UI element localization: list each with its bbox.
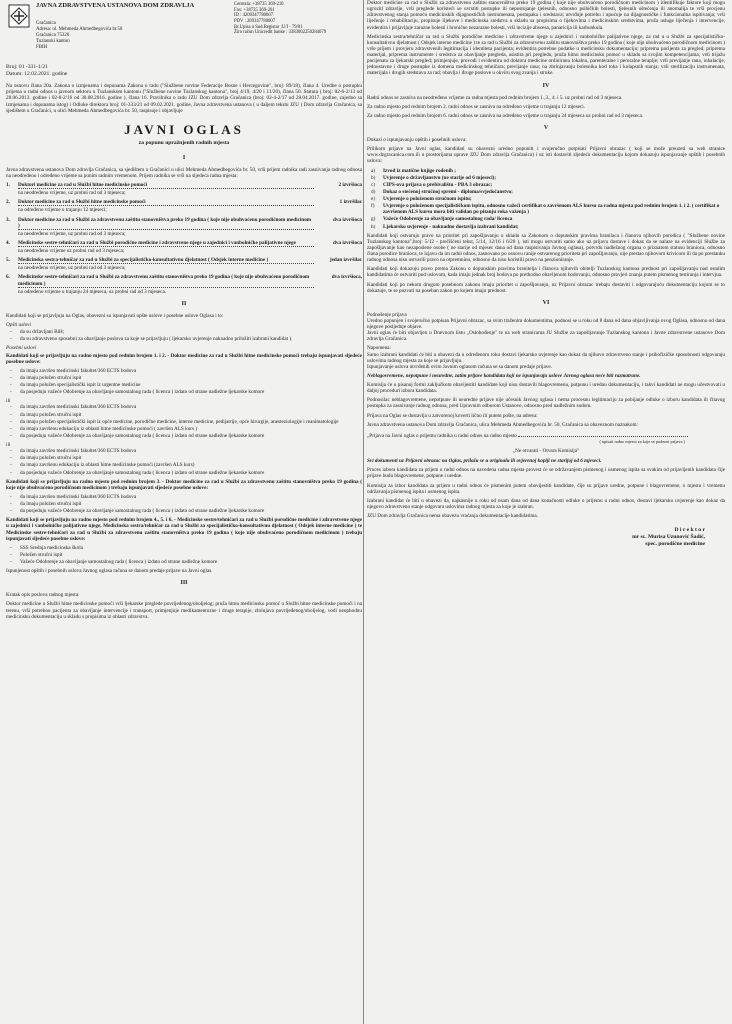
position-terms: na neodređeno vrijeme uz probni rad od 3 mjeseca; xyxy=(18,248,125,255)
org-name: JAVNA ZDRAVSTVENA USTANOVA DOM ZDRAVLJA xyxy=(36,2,195,9)
or-separator: ili xyxy=(6,398,11,405)
list-item: - da imaju položen stručni ispit xyxy=(6,455,362,461)
section-heading: II xyxy=(181,300,187,307)
conditions-note: Ispunjenost opštih i posebnih uslova Javnog oglasa računa se danom predaje prijave na Javni oglas. xyxy=(6,568,213,575)
delivery-address: Javna zdravstvena ustanova Dom zdravlja Gračanica, ulica Mehmeda Ahmedbegovića br. 50, Gračanica sa obaveznom naznakom: xyxy=(367,421,638,428)
list-item xyxy=(367,189,725,195)
list-item: - da imaju završen medicinski fakultet/360 ECTS bodova xyxy=(6,368,362,374)
signatory-title: D i r e k t o r xyxy=(674,527,705,534)
conditions-lead: Kandidati koji se prijavljuju na radno mjesto pod rednim brojem 1. i 2. - Doktor medicine za rad u Službi hitne medicinske pomoći trebaju ispunjavati sljedeće posebne uslove: xyxy=(6,352,362,365)
delivery-instructions: Prijava na Oglas se dostavlja u zatvorenoj koverti lično ili putem pošte, na adresu: xyxy=(367,412,538,419)
position-number: 4. xyxy=(6,239,10,246)
contact-line: Centrala: +38735 369-210 xyxy=(234,2,284,7)
list-item xyxy=(367,182,725,188)
original-documents-notice: Svi dokumenti uz Prijavni obrazac na Oglas, prilažu se u originalu ili ovjerenoj kopiji ne starijoj od 6 mjeseci. xyxy=(367,458,602,465)
list-item xyxy=(367,168,725,174)
document-reference xyxy=(6,64,362,77)
column-divider xyxy=(363,0,364,1024)
position-count: 1 izvršilac xyxy=(339,199,362,206)
list-item: - da posjeduju važeće Odobrenje za obavljanje samostalnog rada ( licenca ) izdato od strane nadležne ljekarske komore xyxy=(6,508,362,514)
do-not-open-label: „Ne otvarati - Otvara Komisija" xyxy=(512,448,580,455)
letterhead xyxy=(6,0,362,62)
list-marker: h) xyxy=(371,223,376,230)
position-number: 3. xyxy=(6,216,10,223)
position-count: jedan izvršilac xyxy=(329,257,362,264)
list-marker: g) xyxy=(371,216,376,223)
position-number: 2. xyxy=(6,199,10,206)
general-conditions-heading: Opšti uslovi xyxy=(6,322,31,329)
list-item: - da imaju završen medicinski fakultet/360 ECTS bodova xyxy=(6,448,362,454)
list-marker: b) xyxy=(371,174,376,181)
list-marker: f) xyxy=(371,203,375,210)
position-count: 2 izvršioca xyxy=(338,182,362,189)
list-item: - da posjeduju važeće Odobrenje za obavljanje samostalnog rada ( licenca ) izdato od strane nadležne ljekarske komore xyxy=(6,470,362,476)
submission-paragraph: Podnošenje prijava Uredno popunjen i svojeručno potpisan Prijavni obrazac, sa svim traženim dokumentima, podnosi se u roku od 8 dana od dana objavljivanja ovog Oglasa, odnosno od dana njegove posljednje objave. Javni oglas će biti objavljen u Dnevnom listu „Oslobođenje" te na web stranicama JU Službe za zapošljavanje Tuzlanskog kantona i Javne zdravstvene ustanove Dom zdravlja Gračanica. xyxy=(367,311,725,343)
address-line: Tuzlanski kanton xyxy=(36,38,70,44)
selection-process: Izabrani kandidat će biti u obavezi da, najkasnije u roku od osam dana od dana konačnosti odluke o prijemu u radni odnos, dostavi ljekarsko uvjerenje kao dokaz da njegovo zdravstveno stanje odgovara uslovima radnog mjesta za koje je izabran. xyxy=(367,497,725,510)
position-item xyxy=(6,182,362,189)
job-description: Doktor medicine u Službi hitne medicinske pomoći vrši ljekarske preglede povrijeđenog/oboljelog; pruža hitnu medicinsku pomoć u Službi hitne medicinske pomoći i na terenu, vrši potrebnu pacijenta za obavljanje intervencije i transport, primjenjuje medikamentozne i druge terapije, zbrinjava povrijeđenog/oboljelog, vodi neophodnu medicinsku dokumentaciju u skladu s propisima iz oblasti zdravstva. xyxy=(6,601,362,620)
reference-date: Datum: 12.02.2021. godine xyxy=(6,70,68,77)
list-item: - SSS Srednja medicinska škola xyxy=(6,545,362,551)
position-title: Doktor medicine za rad u Službi za zdravstvenu zaštitu stanovništva preko 19 godina ( koje nije obuhvaćeno porodičnom medicinom ) xyxy=(18,217,314,230)
list-item xyxy=(367,175,725,181)
document-name: Ljekarsko uvjerenje - naknadno dostavlja izabrani kandidat; xyxy=(383,223,519,230)
list-item: - da imaju položen specijalistički ispit iz opće medicine, porodične medicine, interne medicine, pedijatrije, opće hirurgije, anesteziologije i reanimatologije xyxy=(6,419,362,425)
job-description: Doktor medicine za rad u Službi za zdravstvenu zaštitu stanovništva preko 19 godina ( koje nije obuhvaćeno porodičnom medicinom ) identifikuje faktore koji mogu ugroziti zdravlje, vrši preglede koristeći se uvrstiti postupke ili nepostojanje tjelesnih, odnosno psihičkih bolesti, tjelesnih oštećenja ili anomalija te vrši procjenu zdravstvenog stanja pomoću medicinskih dijagnostičkih instrumenata, postupaka i sredstava; utvrđuje potrebu i upućuje na dijagnostičke i funkcionalna ispitivanja; vrši liječenje i rehabilitaciju, propisuje lijekove i medicinska sredstva u skladu sa propisima o lijekovima i medicinskim sredstvima, pruža usluge liječenja i intervencije, evidentira i prijavljuje zarazne bolesti i hronične nezarazne bolesti, vrši incizije abscesa, panaricija ili karbunkula. xyxy=(367,0,725,31)
document-title: JAVNI OGLAS xyxy=(124,121,244,137)
positions-list xyxy=(6,182,362,295)
section-heading: III xyxy=(180,580,188,587)
job-description: Medicinska sestra/tehničar za rad u Službi porodične medicine i zdravstvene njege u zajednici i vanbolničke palijativne njege, za rad u u Službi za specijalističko-konsultativnu djelatnost ( Odsjek interne medicine ) te za rad u Službi za zdravstvenu zaštitu stanovništva preko 19 godina ( koje nije obuhvaćeno porodičnom medicinom ) vrše prijem i provjeru zdravstvenih legitimacija i identiteta pacijenta; evidentira potrebne podatke u medicinsku dokumentaciju; priprema pacijenta za pregled, priprema materijal, priprema instrumente i sredstva za obavljanje pregleda, asistira pri pregledu, pruža hitnu medicinsku pomoć u skladu sa svojim kompetencijama; vrši trijažu pacijenata za ljekarski pregled; primjenjuje, provodi i evidentira od doktora medicine ordiniranu lokalnu, parenteralne i peroralne terapije; vrši previjanje rana, inhalacije, jednostavne i druge postupke iz domena medicinskog tehničara; previjanje rana; na zbrinjavanju bolesnika kod toka i kolapsnih stanja; vrši sterilizaciju instrumenata, materijala i drugih sredstava za rad; obavlja i druge poslove u okviru svog zvanja i struke. xyxy=(367,33,725,77)
closing-note: JZU Dom zdravlja Gračanica nema obavezu vraćanja dokumentacije kandidatima. xyxy=(367,513,538,520)
signatory-name: mr sc. Murisa Uzunović Šadić, xyxy=(632,534,705,541)
position-terms: na određeno vrijeme u trajanju 12 mjeseci; xyxy=(18,207,107,214)
document-subtitle: za popunu upražnjenih radnih mjesta xyxy=(138,140,230,147)
document-name: Izvod iz matične knjige rođenih ; xyxy=(383,167,456,174)
list-marker: a) xyxy=(371,167,376,174)
conditions-list xyxy=(6,545,362,565)
position-number: 6. xyxy=(6,274,10,281)
conditions-list xyxy=(6,448,362,476)
section-lead: Javna zdravstvena ustanova Dom zdravlja Gračanica, sa sjedištem u Gračanici u ulici Mehmeda Ahmedbegovića br. 50, vrši prijem radnika radi zasnivanja radnog odnosa na neodređeno i određeno vrijeme sa punim radnim vremenom. Prijem radnika se vrši na sljedeća radna mjesta: xyxy=(6,166,362,179)
position-terms: na neodređeno vrijeme, uz probni rad od 3 mjeseca; xyxy=(18,265,126,272)
section-heading: VI xyxy=(542,299,550,306)
position-title: Medicinske sestre-tehničari za rad u Službi porodične medicine i zdravstvene njege u zajednici i vanbolničke palijativne njege xyxy=(18,240,314,247)
signatory-specialty: spec. porodične medicine xyxy=(645,541,705,548)
priority-paragraph: Kandidati koji po nekom drugom posebnom zakonu imaju prioritet u zapošljavanju, uz Prijavni obrazac trebaju dostaviti i odgovarajuću dokumentaciju kojom se to dokazuje, te se pozvati na poseban zakon po kojem imaju prednost. xyxy=(367,281,725,294)
list-item: - da imaju položen stručni ispit xyxy=(6,412,362,418)
section-lead: Dokazi o ispunjavanju opštih i posebnih uslova: xyxy=(367,137,467,144)
position-item xyxy=(6,257,362,264)
conditions-list xyxy=(6,404,362,439)
list-item: - da su zdravstveno sposobni za obavljanje poslova za koje se prijavljuju ( ljekarsko uvjerenje naknadno priložiti izabrani kandidat ). xyxy=(6,336,362,342)
list-item: - da imaju položen stručni ispit xyxy=(6,501,362,507)
address-line: FBIH xyxy=(36,44,48,50)
position-title: Doktori medicine za rad u Službi hitne medicinske pomoći xyxy=(18,182,314,189)
section-heading: I xyxy=(182,154,186,161)
document-name: Uvjerenje o državljanstvu (ne starije od 6 mjeseci); xyxy=(383,174,496,181)
reference-number: Broj: 01 -331-1/21 xyxy=(6,64,48,70)
list-item: - Važeće Odobrenje za obavljanje samostalnog rada ( licenca ) izdato od strane nadležne komore xyxy=(6,559,362,565)
address-line: Gračanica 75320 xyxy=(36,32,70,38)
position-number: 1. xyxy=(6,182,10,189)
rejection-notice: Neblagovremene, nepotpune i neuredne, zatim prijave kandidata koji ne ispunjavaju uslove Javnog oglasa neće biti razmatrane. xyxy=(367,372,641,379)
position-item xyxy=(6,217,362,230)
document-name: Dokaz o stečenoj stručnoj spremi - diploma/svjedočanstvo; xyxy=(383,188,513,195)
priority-paragraph: Kandidati koji dokazuju pravo prema Zakonu o dopunskim pravima branitelja i članova njihovih obitelji Tuzlanskog kantona prednost pri zapošljavanju nad ostalim kandidatima će ostvariti pod uslovom, kada imaju jednak broj bodova po prethodno obavljenom bodovanju, odnosno provjeri znanja putem pismenog testiranja i intervjua. xyxy=(367,266,725,279)
position-terms: na neodređeno vrijeme, uz probni rad od 3 mjeseca; xyxy=(18,190,126,197)
org-city: Gračanica xyxy=(36,21,56,26)
contact-line: ID : 4209347780007 xyxy=(234,13,274,19)
conditions-list xyxy=(6,494,362,514)
position-title: Doktor medicine za rad u Službi hitne medicinske pomoći xyxy=(18,199,314,206)
signature-block xyxy=(367,527,725,548)
contact-line: Žiro račun Unicredit banke : 3383002250284079 xyxy=(234,30,327,36)
contact-line: Fax: +38735 369-201 xyxy=(234,7,275,13)
blank-line xyxy=(518,431,688,437)
contact-line: PDV : 209347780007 xyxy=(234,18,276,24)
list-item: - da imaju položen stručni ispit xyxy=(6,375,362,381)
position-item xyxy=(6,274,362,287)
list-item: - da posjeduju važeće Odobrenje za obavljanje samostalnog rada ( licenca ) izdato od strane nadležne ljekarske komore xyxy=(6,389,362,395)
selection-process: Komisija za izbor kandidata za prijem u radni odnos će pismenim putem obavijestiti kandidate, čije su prijave uredne, potpune i blagovremene, o mjestu i vremenu održavanja pismenog ispita i usmenog ispita. xyxy=(367,482,725,495)
envelope-hint: ( upisati radno mjesto za koje se podnosi prijava ) xyxy=(599,438,685,444)
left-column xyxy=(6,0,362,1024)
position-count: dva izvršioca, xyxy=(331,274,362,281)
list-item: - da imaju završen medicinski fakultet/360 ECTS bodova xyxy=(6,494,362,500)
legitimacy-notice: Podnosilac neblagovremene, nepotpune ili neuredne prijave nije učesnik Javnog oglasa i nema procesnu legitimaciju za pobijanje odluke o izboru kandidata ili čitavog postupka za zasnivanje radnog odnosa, pred Upravnim odborom Ustanove, odnosno pred nadležnim sudom. xyxy=(367,397,725,410)
employment-terms: Za radno mjesto pod rednim brojem 2. radni odnos se zasniva na određeno vrijeme u trajanju 12 mjeseci. xyxy=(367,103,585,110)
list-item: - Položen stručni ispit xyxy=(6,552,362,558)
position-number: 5. xyxy=(6,257,10,264)
position-item xyxy=(6,199,362,206)
commission-notice: Komisija će u pisanoj formi zaključkom obavijestiti kandidate koji nisu dostavili blagovremenu, potpunu i urednu dokumentaciju, i takvi kandidati ne mogu učestvovati u daljoj proceduri izbora kandidata. xyxy=(367,382,725,395)
section-lead: Kandidati koji se prijavljuju na Oglas, obavezni su ispunjavati opšte uslove i posebne uslove Oglasa i to: xyxy=(6,312,224,319)
application-instructions: Prilikom prijave na Javni oglas, kandidati su obavezni uredno popuniti i svojeručno potpisati Prijavni obrazac ( koji se može preuzeti sa web stranice www.dzgracanica.com.ili u prostorijama uprave JZU Dom zdravlja Gračanica) i uz isti dostaviti sljedeću dokumentaciju kojom dokazuju ispunjavanje opštih i posebnih uslova: xyxy=(367,146,725,165)
position-terms: na neodređeno vrijeme, uz probni rad od 3 mjeseca; xyxy=(18,230,126,237)
list-item xyxy=(367,203,725,215)
conditions-list xyxy=(6,368,362,396)
position-count: dva izvršioca xyxy=(333,239,362,246)
envelope-label xyxy=(367,431,725,439)
list-item: - da imaju položen specijalistički ispit iz urgentne medicine xyxy=(6,382,362,388)
position-item xyxy=(6,240,362,247)
conditions-lead: Kandidati koji se prijavljuju na radno mjesto pod rednim brojem 4., 5. i 6. - Medicinske sestre/tehničari za rad u Službi porodične medicine i zdravstvene njege u zajednici i vanbolničke palijativne njege, Medicinska sestra/tehničar za rad u Službi za specijalističko-konsultativnu djelatnost ( Odsjek interne medicine ) te Medicinske sestre-tehničari za rad u Službi za zdravstvenu zaštitu stanovništva preko 19 godina ( koje nije obuhvaćeno porodičnom medicinom ) trebaju ispunjavati sljedeće posebne uslove: xyxy=(6,517,362,542)
list-item xyxy=(367,216,725,222)
position-title: Medicinske sestre-tehničari za rad u Službi za zdravstvenu zaštitu stanovništva preko 19 godina ( koje nije obuhvaćeno porodičnom medicinom ) xyxy=(18,274,314,287)
selection-process: Proces izbora kandidata za prijem u radni odnos na navedena radna mjesta provest će se održavanjem pismenog i usmenog ispita sa svakim od prijavljenih kandidata čije prijave budu blagovremene, potpune i uredne. xyxy=(367,467,725,480)
document-name: CIPS-ova prijava o prebivalištu - PBA 3 obrazac; xyxy=(383,181,493,188)
required-documents-list xyxy=(367,168,725,230)
list-item: - da posjeduju važeće Odobrenje za obavljanje samostalnog rada ( licenca ) izdato od strane nadležne ljekarske komore xyxy=(6,433,362,439)
document-name: Važeće Odobrenje za obavljanje samostalnog rada/ licenca xyxy=(383,216,513,223)
note-paragraph: Napomena: Samo izabrani kandidati će biti u obavezi da u određenom roku dostavi ljekarsko uvjerenje kao dokaz da njihovo zdravstveno stanje i psihofizičke sposobnosti odgovaraju uslovima radnog mjesta za koje se prijavljuju. Ispunjavanje uslova utvrđenih ovim Javnim oglasom računa se sa danom predaje prijave. xyxy=(367,345,725,370)
list-item xyxy=(367,196,725,202)
org-address xyxy=(36,21,216,50)
section-heading: IV xyxy=(542,82,550,89)
list-item: - da imaju završenu edukaciju iz oblasti hitne medicinske pomoći ( završen ALS kurs ) xyxy=(6,426,362,432)
position-terms: na određeno vrijeme u trajanju 24 mjeseca, uz probni rad od 3 mjeseca. xyxy=(18,288,167,295)
institution-logo-icon xyxy=(8,4,30,28)
section-heading: V xyxy=(543,124,549,131)
list-item: - da imaju završen medicinski fakultet/360 ECTS bodova xyxy=(6,404,362,410)
list-marker: c) xyxy=(371,181,376,188)
position-count: dva izvršioca xyxy=(333,216,362,223)
intro-paragraph: Na osnovu člana 20a. Zakona o izmjenama i dopunama Zakona o radu ("Službene novine Federacije Bosne i Hercegovine", broj: 89/18), člana 4. Uredbe o postupku prijema u radni odnos u javnom sektoru u Tuzlanskom kantonu ("Službene novine Tuzlanskog kantona", broj 4/19, 4/20 i 11/20), člana 50. Statuta ( broj: 02-6-2/13 od 28.06.2013. godine i 02-8-2/16 od 30.08.2016. godine ), člana 16. Pravilnika o radu JZU Dom zdravlja Gračanica (broj: 02-4-2/17 od 28.04.2017. godine, zajedno sa izmjenama i dopunama istog) i Odluke direktora broj: 01-333/21 od 09.02.2021. godine, Javna zdravstvena ustanova ( u daljem tekstu JZU ) Dom zdravlja Gračanica, sa sjedištem u Gračanici, u ulici Mehmeda Ahmedbegovića br. 50, raspisuje i objavljuje xyxy=(6,83,362,114)
employment-terms: Radni odnos se zasniva na neodređeno vrijeme za radna mjesta pod rednim brojem 1.,3., 4. i 5. uz probni rad od 3 mjeseca. xyxy=(367,94,623,101)
contact-line: Br.Upisa u Sud.Registar :U/I - 79/01 xyxy=(234,24,303,30)
document-name: Uvjerenje o položenom specijalističkom ispitu, odnosno važeći certifikat o završenom ALS kursu za radna mjesta pod rednim brojem 1. i 2. ( certifikat o završenom ALS kursu mora biti validan po pitanju roka važenja ) xyxy=(383,203,720,216)
list-marker: e) xyxy=(371,196,376,203)
special-conditions-heading: Posebni uslovi xyxy=(6,345,37,352)
list-marker: d) xyxy=(371,188,376,195)
priority-paragraph: Kandidati koji ostvaruju pravo na prioritet pri zapošljavanju u skladu sa Zakonom o dopunskim pravima branilaca i članova njihovih porodica ( "Službene novine Tuzlanskog kantona",broj: 5/12 - prečišćeni tekst, 5/14, 12/16 i 6/20 ), isti mogu ostvariti samo ako uz prijavu dostave i dokaz da se nalaze na evidenciji Službe za zapošljavanje kao nezaposlene osobe ( ne starije od mjesec dana od dana raspisivanja Javnog oglasa), potvrdu nadležnog organa o priznatom statusu branioca, odnosno člana porodice branioca, te izjavu da im radni odnos, zasnovano po osnovu ranije ostvarenog prioriteta pri zapošljavanju, nije prestao njihovom krivicom ili da po prestanku radnog odnosa nisu ostvarili pravo na otpremninu, odnosno da nisu koristili pravo na penzioniranje. xyxy=(367,232,725,264)
org-contacts xyxy=(234,2,362,36)
right-column xyxy=(367,0,725,1024)
general-conditions-list xyxy=(6,329,362,342)
or-separator: ili xyxy=(6,442,11,449)
address-line: Adresa: ul. Mehmeda Ahmedbegovića br.50 xyxy=(36,26,123,32)
list-item: - da su državljani BiH; xyxy=(6,329,362,335)
section-lead: Kratak opis poslova radnog mjesta: xyxy=(6,592,80,599)
conditions-lead: Kandidati koji se prijavljuju na radno mjesto pod rednim brojem 3. - Doktor medicine za rad u Službi za zdravstvenu zaštitu stanovništva preko 19 godina ( koje nije obuhvaćeno porodičnom medicinom ) trebaju ispunjavati sljedeće posebne uslove: xyxy=(6,478,362,491)
list-item: - da imaju završenu edukaciju iz oblasti hitne medicinske pomoći (završen ALS kurs) xyxy=(6,462,362,468)
list-item xyxy=(367,224,725,230)
position-title: Medicinska sestra-tehničar za rad u Službi za specijalističko-konsultativnu djelatnost ( Odsjek interne medicine ) xyxy=(18,257,314,264)
document-name: Uvjerenje o položenom stručnom ispitu; xyxy=(383,196,472,203)
employment-terms: Za radno mjesto pod rednim brojem 6. radni odnos se zasniva na određeno vrijeme u trajanju 24 mjeseca uz probni rad od 3 mjeseca. xyxy=(367,112,644,119)
envelope-text: „Prijava na Javni oglas o prijemu radnika u radni odnos na radno mjesto xyxy=(367,432,517,439)
